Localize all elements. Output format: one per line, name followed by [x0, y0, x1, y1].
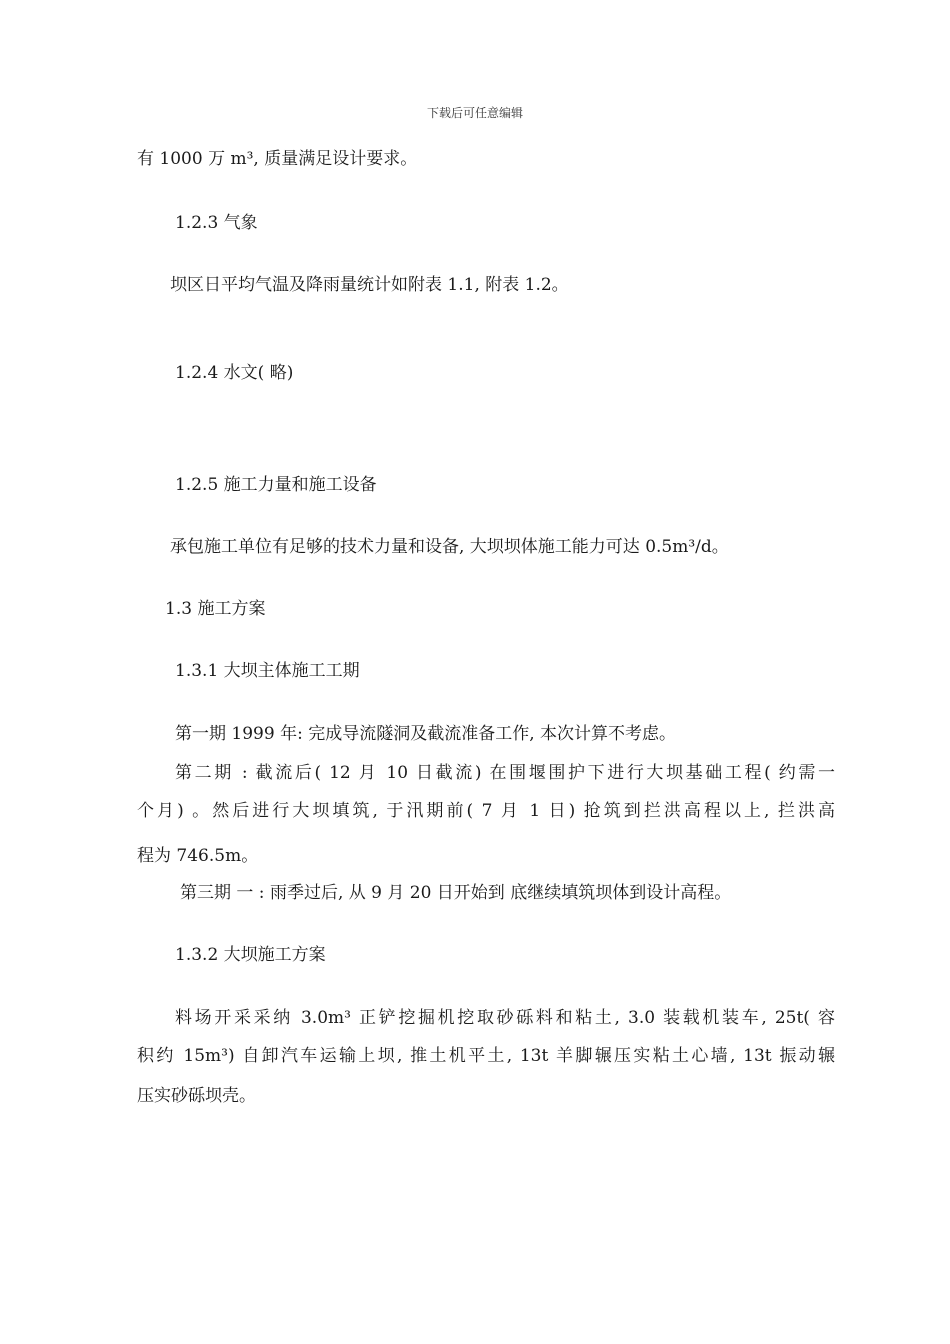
paragraph-phase-2-line-1: 第二期 : 截流后( 12 月 10 日截流) 在围堰围护下进行大坝基础工程( 约需一: [175, 763, 835, 783]
heading-1-2-5: 1.2.5 施工力量和施工设备: [175, 475, 377, 495]
paragraph-phase-1: 第一期 1999 年: 完成导流隧洞及截流准备工作, 本次计算不考虑。: [175, 724, 677, 744]
paragraph-plan-line-1: 料场开采采纳 3.0m³ 正铲挖掘机挖取砂砾料和粘土, 3.0 装载机装车, 25t( 容: [175, 1008, 835, 1028]
heading-1-3-1: 1.3.1 大坝主体施工工期: [175, 661, 360, 681]
paragraph-plan-line-2: 积约 15m³) 自卸汽车运输上坝, 推土机平土, 13t 羊脚辗压实粘土心墙, 13t 振动辗: [137, 1046, 835, 1066]
paragraph-plan-line-3: 压实砂砾坝壳。: [137, 1086, 256, 1106]
heading-1-2-4: 1.2.4 水文( 略): [175, 363, 294, 383]
paragraph-phase-2-line-2: 个月) 。然后进行大坝填筑, 于汛期前( 7 月 1 日) 抢筑到拦洪高程以上, 拦洪高: [137, 801, 835, 821]
paragraph-material-tail: 有 1000 万 m³, 质量满足设计要求。: [137, 149, 418, 169]
paragraph-phase-3: 第三期 一 : 雨季过后, 从 9 月 20 日开始到 底继续填筑坝体到设计高程。: [180, 883, 732, 903]
heading-1-3-2: 1.3.2 大坝施工方案: [175, 945, 326, 965]
heading-1-3: 1.3 施工方案: [165, 599, 266, 619]
paragraph-weather: 坝区日平均气温及降雨量统计如附表 1.1, 附表 1.2。: [170, 275, 569, 295]
paragraph-capacity: 承包施工单位有足够的技术力量和设备, 大坝坝体施工能力可达 0.5m³/d。: [170, 537, 729, 557]
heading-1-2-3: 1.2.3 气象: [175, 213, 258, 233]
paragraph-phase-2-line-3: 程为 746.5m。: [137, 846, 259, 866]
page-header-note: 下载后可任意编辑: [426, 106, 523, 120]
